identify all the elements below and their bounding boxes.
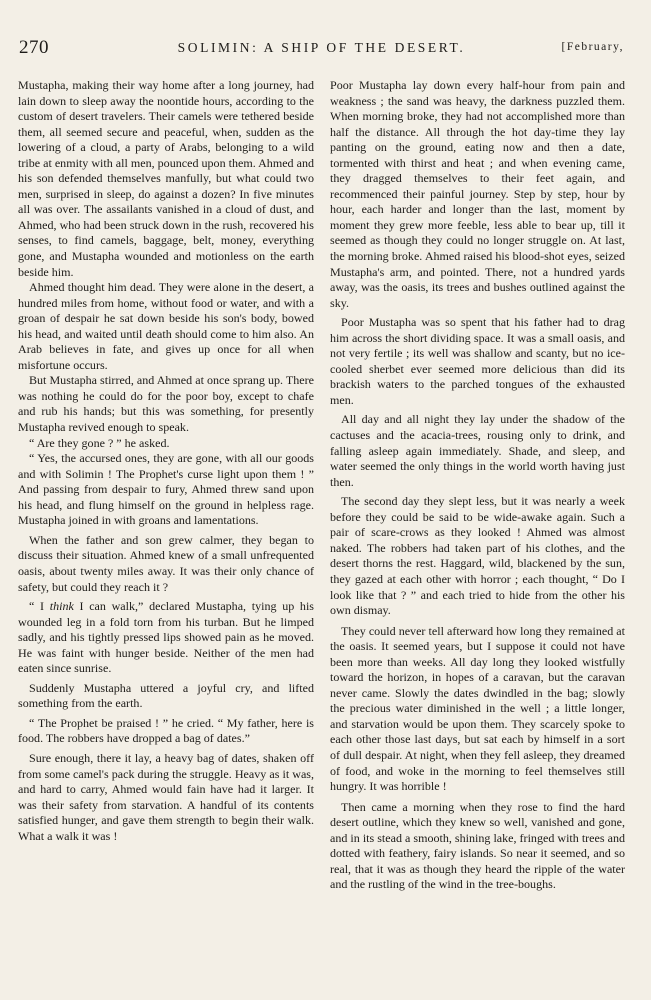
paragraph: The second day they slept less, but it was nearly a week before they could be said to be wide-awake again. Such a pair of scare-crows as they looked ! Ahmed was almost naked. The robbers had taken part of his clothes, and the desert thorns the rest. Haggard, wild, blackened by the sun, they gazed at each other with horror ; each thought, “ Do I look like that ? ” and each tried to hide from the other his own dismay. (330, 494, 625, 618)
paragraph: Sure enough, there it lay, a heavy bag of dates, shaken off from some camel's pack during the struggle. Heavy as it was, and hard to carry, Ahmed would fain have had it larger. It was their safety from starvation. A handful of its contents satisfied hunger, and gave them strength to begin their walk. What a walk it was ! (18, 750, 314, 843)
running-title: SOLIMIN: A SHIP OF THE DESERT. (177, 40, 466, 55)
right-column (330, 78, 625, 893)
paragraph: When the father and son grew calmer, they began to discuss their situation. Ahmed knew of a small unfrequented oasis, about twenty miles away. It was their only chance of safety, but could they reach it ? (18, 532, 314, 594)
paragraph: They could never tell afterward how long they remained at the oasis. It seemed years, but I suppose it could not have been more than weeks. All day long they looked wistfully toward the horizon, in hopes of a caravan, but the caravan never came. Slowly the dates dwindled in the bag; slowly the precious water diminished in the well ; a little longer, and starvation would be upon them. They scarcely spoke to each other those last days, but sat each by himself in a sort of dull despair. At night, when they fell asleep, they dreamed of food, and woke in the morning to feel themselves still hungry. It was horrible ! (330, 623, 625, 794)
paragraph: All day and all night they lay under the shadow of the cactuses and the acacia-trees, rousing only to drink, and falling asleep again immediately. Shade, and sleep, and water seemed the only things in the world worth having just then. (330, 412, 625, 489)
paragraph: Ahmed thought him dead. They were alone in the desert, a hundred miles from home, without food or water, and with a groan of despair he sat down beside his son's body, bowed his head, and waited until death should come to him also. An Arab believes in fate, and gives up once for all when misfortune occurs. (18, 280, 314, 372)
running-month: [February, (561, 41, 624, 53)
paragraph: “ I think I can walk,” declared Mustapha, tying up his wounded leg in a fold torn from his turban. But he limped sadly, and his tightly pressed lips showed pain as he moved. He was faint with hunger beside. Neither of the men had eaten since sunrise. (18, 599, 314, 676)
paragraph: Poor Mustapha lay down every half-hour from pain and weakness ; the sand was heavy, the darkness puzzled them. When morning broke, they had not accomplished more than half the distance. All through the hot day-time they lay panting on the ground, eating now and then a date, tormented with thirst and heat ; and when evening came, they dragged themselves to their feet again, and recommenced their painful journey. Step by step, hour by hour, each harder and longer than the last, moment by moment they grew more feeble, less able to bear up, till it seemed as though they could no longer struggle on. At last, the morning broke. Ahmed raised his blood-shot eyes, seized Mustapha's arm, and pointed. There, not a hundred yards away, was the oasis, its trees and bushes outlined against the sky. (330, 78, 625, 310)
emphasis: think (49, 599, 74, 614)
paragraph: “ The Prophet be praised ! ” he cried. “ My father, here is food. The robbers have dropped a bag of dates.” (18, 715, 314, 746)
paragraph: Then came a morning when they rose to find the hard desert outline, which they knew so well, vanished and gone, and in its stead a smooth, shining lake, fringed with trees and dotted with feathery, fairy islands. So near it seemed, and so real, that it was as though they heard the ripple of the water and the rustling of the wind in the tree-boughs. (330, 799, 625, 892)
running-header (19, 37, 624, 59)
paragraph: Poor Mustapha was so spent that his father had to drag him across the short dividing space. It was a small oasis, and not very fertile ; its well was shallow and scanty, but no ice-cooled sherbet ever seemed more delicious than did its brackish waters to the parched tongues of the exhausted men. (330, 315, 625, 407)
paragraph: But Mustapha stirred, and Ahmed at once sprang up. There was nothing he could do for the poor boy, except to chafe and rub his hands; but this was something, for presently Mustapha revived enough to speak. (18, 373, 314, 435)
left-column (18, 78, 314, 844)
paragraph: “ Yes, the accursed ones, they are gone, with all our goods and with Solimin ! The Prophet's curse light upon them ! ” And passing from despair to fury, Ahmed threw sand upon his head, and flung himself on the ground in helpless rage. Mustapha joined in with groans and lamentations. (18, 451, 314, 528)
paragraph: Mustapha, making their way home after a long journey, had lain down to sleep away the noontide hours, according to the custom of desert travelers. Their camels were tethered beside them, all seemed secure and peaceful, when, sudden as the lowering of a cloud, a party of Arabs, belonging to a wild tribe at enmity with all men, pounced upon them. Ahmed and his son defended themselves manfully, but what could two men, surprised in sleep, do against a dozen? In five minutes all was over. The assailants vanished in a cloud of dust, and Ahmed, who had been struck down in the rush, recovered his senses, to find camels, baggage, belt, money, everything gone, and Mustapha wounded and motionless on the earth beside him. (18, 78, 314, 279)
paragraph: Suddenly Mustapha uttered a joyful cry, and lifted something from the earth. (18, 680, 314, 711)
page-number: 270 (19, 37, 49, 58)
paragraph: “ Are they gone ? ” he asked. (29, 435, 170, 450)
